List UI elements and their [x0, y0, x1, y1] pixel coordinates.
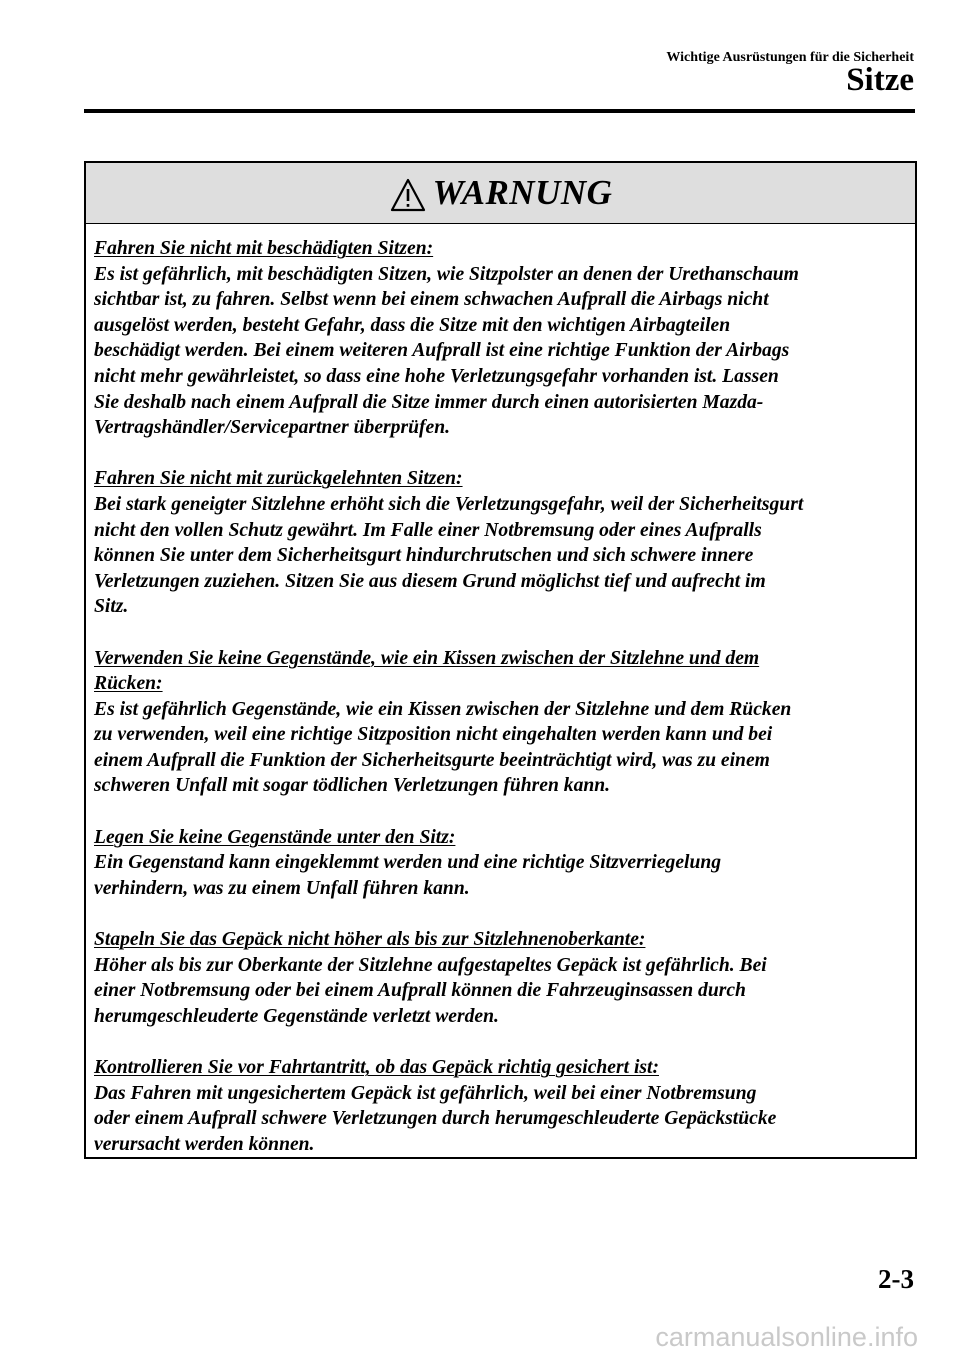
- text-line: einer Notbremsung oder bei einem Aufprall können die Fahrzeuginsassen durch: [94, 980, 746, 1002]
- warning-item-text: [94, 492, 909, 620]
- text-line: ausgelöst werden, besteht Gefahr, dass die Sitze mit den wichtigen Airbagteilen: [94, 314, 731, 336]
- warning-box: [84, 161, 917, 1159]
- warning-item: [94, 825, 909, 902]
- header-divider: [84, 109, 915, 113]
- warning-item-heading: [94, 1055, 909, 1081]
- text-line: Höher als bis zur Oberkante der Sitzlehne aufgestapeltes Gepäck ist gefährlich. Bei: [94, 954, 767, 976]
- page-title: Sitze: [846, 62, 914, 98]
- heading-line: Fahren Sie nicht mit beschädigten Sitzen:: [94, 238, 434, 259]
- warning-item-text: [94, 953, 909, 1030]
- text-line: Bei stark geneigter Sitzlehne erhöht sich die Verletzungsgefahr, weil der Sicherheitsgurt: [94, 493, 804, 515]
- text-line: nicht den vollen Schutz gewährt. Im Falle einer Notbremsung oder eines Aufpralls: [94, 519, 762, 541]
- heading-line: Stapeln Sie das Gepäck nicht höher als bis zur Sitzlehnenoberkante:: [94, 929, 646, 951]
- warning-item-heading: [94, 466, 909, 492]
- warning-item-heading: [94, 646, 909, 697]
- text-line: Vertragshändler/Servicepartner überprüfen.: [94, 417, 450, 439]
- warning-header: [86, 163, 915, 224]
- watermark: carmanualsonline.info: [655, 1322, 918, 1352]
- text-line: verursacht werden können.: [94, 1133, 315, 1155]
- warning-item: [94, 1055, 909, 1157]
- warning-label: WARNUNG: [432, 173, 613, 212]
- text-line: Es ist gefährlich Gegenstände, wie ein Kissen zwischen der Sitzlehne und dem Rücken: [94, 698, 792, 720]
- warning-item: [94, 236, 909, 441]
- warning-item-heading: [94, 236, 909, 262]
- warning-item: [94, 646, 909, 800]
- heading-line: Verwenden Sie keine Gegenstände, wie ein Kissen zwischen der Sitzlehne und dem: [94, 647, 760, 669]
- page-number: 2-3: [878, 1264, 914, 1294]
- warning-item-heading: [94, 927, 909, 953]
- text-line: Sitz.: [94, 596, 129, 618]
- text-line: Verletzungen zuziehen. Sitzen Sie aus diesem Grund möglichst tief und aufrecht im: [94, 570, 766, 592]
- heading-line: Fahren Sie nicht mit zurückgelehnten Sitzen:: [94, 468, 463, 490]
- warning-item: [94, 927, 909, 1029]
- warning-body: [86, 224, 915, 1157]
- warning-item-text: [94, 1081, 909, 1158]
- text-line: Es ist gefährlich, mit beschädigten Sitzen, wie Sitzpolster an denen der Urethanschaum: [94, 263, 799, 285]
- text-line: Sie deshalb nach einem Aufprall die Sitze immer durch einen autorisierten Mazda-: [94, 391, 764, 413]
- text-line: können Sie unter dem Sicherheitsgurt hindurchrutschen und sich schwere innere: [94, 545, 754, 567]
- heading-line: Kontrollieren Sie vor Fahrtantritt, ob das Gepäck richtig gesichert ist:: [94, 1057, 659, 1078]
- text-line: einem Aufprall die Funktion der Sicherheitsgurte beeinträchtigt wird, was zu einem: [94, 749, 770, 771]
- text-line: Das Fahren mit ungesichertem Gepäck ist gefährlich, weil bei einer Notbremsung: [94, 1082, 757, 1104]
- section-title: Wichtige Ausrüstungen für die Sicherheit: [666, 50, 914, 65]
- text-line: oder einem Aufprall schwere Verletzungen durch herumgeschleuderte Gepäckstücke: [94, 1108, 777, 1130]
- text-line: zu verwenden, weil eine richtige Sitzposition nicht eingehalten werden kann und bei: [94, 724, 773, 746]
- warning-item-heading: [94, 825, 909, 851]
- heading-line: Legen Sie keine Gegenstände unter den Sitz:: [94, 826, 456, 848]
- text-line: schweren Unfall mit sogar tödlichen Verletzungen führen kann.: [94, 775, 611, 797]
- text-line: sichtbar ist, zu fahren. Selbst wenn bei einem schwachen Aufprall die Airbags nicht: [94, 289, 769, 311]
- warning-item-text: [94, 262, 909, 441]
- text-line: nicht mehr gewährleistet, so dass eine hohe Verletzungsgefahr vorhanden ist. Lassen: [94, 365, 779, 387]
- heading-line: Rücken:: [94, 673, 163, 695]
- warning-item-text: [94, 850, 909, 901]
- warning-triangle-icon: [389, 177, 427, 213]
- warning-item: [94, 466, 909, 620]
- text-line: herumgeschleuderte Gegenstände verletzt werden.: [94, 1005, 499, 1027]
- text-line: Ein Gegenstand kann eingeklemmt werden und eine richtige Sitzverriegelung: [94, 852, 722, 874]
- text-line: verhindern, was zu einem Unfall führen kann.: [94, 877, 470, 899]
- text-line: beschädigt werden. Bei einem weiteren Aufprall ist eine richtige Funktion der Airbags: [94, 340, 790, 362]
- warning-item-text: [94, 697, 909, 799]
